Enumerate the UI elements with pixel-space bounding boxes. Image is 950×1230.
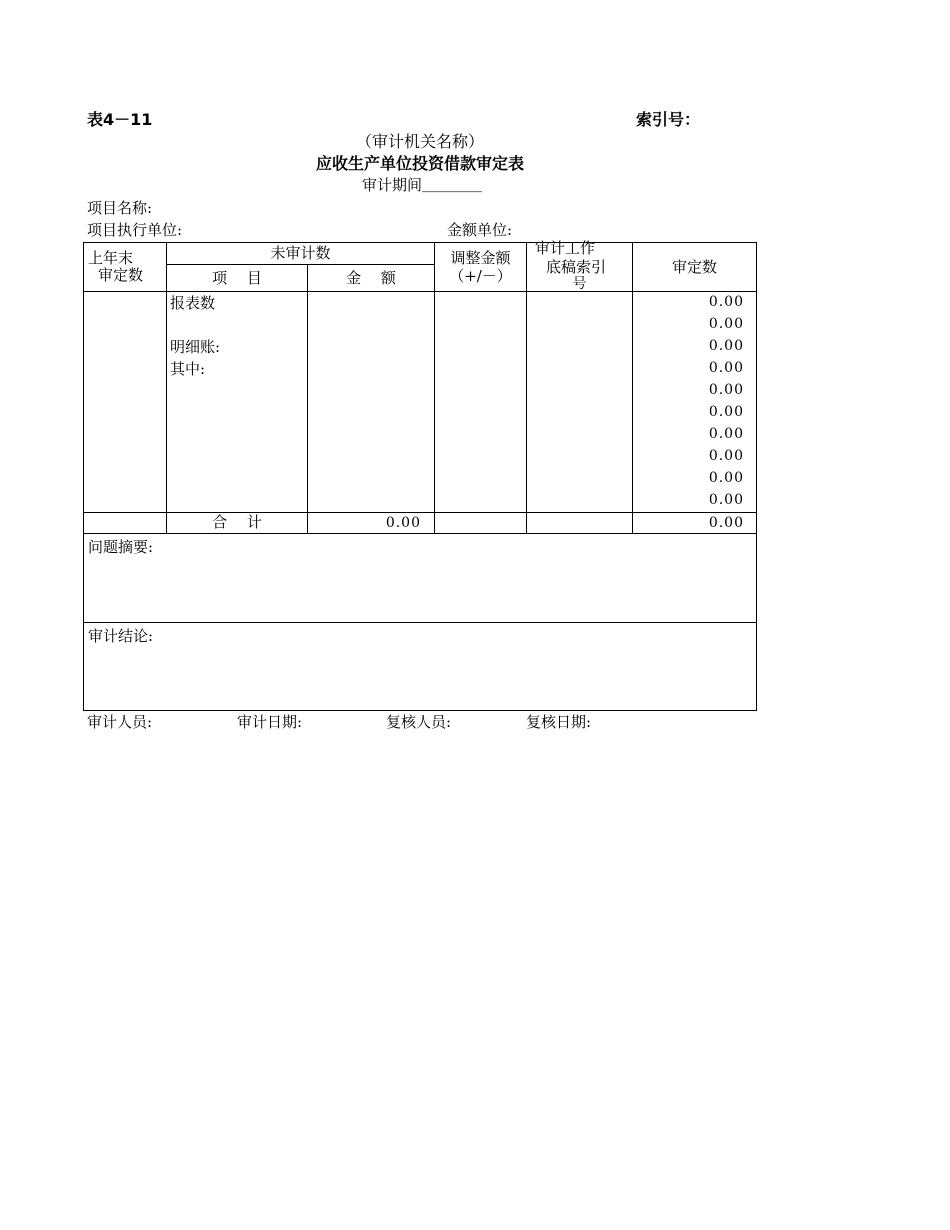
total-bottom-line xyxy=(84,533,756,534)
row-audited-value: 0.00 xyxy=(708,448,744,464)
row-audited-value: 0.00 xyxy=(708,470,744,486)
row-item-3: 其中: xyxy=(170,360,206,378)
row-item-0: 报表数 xyxy=(170,294,216,312)
page-title: 应收生产单位投资借款审定表 xyxy=(315,154,524,173)
audit-date-label: 审计日期: xyxy=(237,713,303,731)
col-ref-line1: 审计工作 xyxy=(535,239,596,257)
col-adjust-line2: （+/－） xyxy=(449,267,512,285)
header-subline xyxy=(167,264,434,265)
col-divider-5 xyxy=(632,243,633,533)
col-audited: 审定数 xyxy=(671,258,717,276)
index-number-label: 索引号： xyxy=(636,110,701,129)
col-amount: 金 额 xyxy=(346,269,396,287)
col-ref-line2: 底稿索引 xyxy=(546,258,607,276)
issues-bottom-line xyxy=(84,622,756,623)
issues-summary-label: 问题摘要: xyxy=(88,538,154,556)
col-item: 项 目 xyxy=(212,269,262,287)
col-divider-3 xyxy=(434,243,435,533)
amount-unit-label: 金额单位: xyxy=(447,221,513,239)
header-bottom-line xyxy=(84,291,756,292)
audit-period: 审计期间＿＿＿＿ xyxy=(362,176,483,194)
total-top-line xyxy=(84,512,756,513)
total-audited: 0.00 xyxy=(708,515,744,531)
row-audited-value: 0.00 xyxy=(708,492,744,508)
col-prev-year-line1: 上年末 xyxy=(88,249,134,267)
audit-conclusion-label: 审计结论: xyxy=(88,627,154,645)
table-number: 表4－11 xyxy=(87,110,153,129)
row-audited-value: 0.00 xyxy=(708,294,744,310)
total-amount: 0.00 xyxy=(385,515,421,531)
col-adjust-line1: 调整金额 xyxy=(450,249,511,267)
col-unaudited: 未审计数 xyxy=(270,244,331,262)
total-label: 合 计 xyxy=(212,513,262,531)
exec-unit-label: 项目执行单位: xyxy=(87,221,183,239)
auditor-label: 审计人员: xyxy=(87,713,153,731)
row-audited-value: 0.00 xyxy=(708,404,744,420)
row-audited-value: 0.00 xyxy=(708,360,744,376)
row-item-2: 明细账: xyxy=(170,338,221,356)
row-audited-value: 0.00 xyxy=(708,338,744,354)
col-prev-year-line2: 审定数 xyxy=(98,266,144,284)
col-divider-2 xyxy=(307,264,308,533)
audit-org-name: （审计机关名称） xyxy=(355,132,484,151)
review-date-label: 复核日期: xyxy=(526,713,592,731)
reviewer-label: 复核人员: xyxy=(386,713,452,731)
col-divider-1 xyxy=(166,243,167,533)
audit-table xyxy=(83,239,757,711)
row-audited-value: 0.00 xyxy=(708,316,744,332)
row-audited-value: 0.00 xyxy=(708,382,744,398)
project-name-label: 项目名称: xyxy=(87,199,153,217)
row-audited-value: 0.00 xyxy=(708,426,744,442)
col-ref-line3: 号 xyxy=(572,276,587,292)
